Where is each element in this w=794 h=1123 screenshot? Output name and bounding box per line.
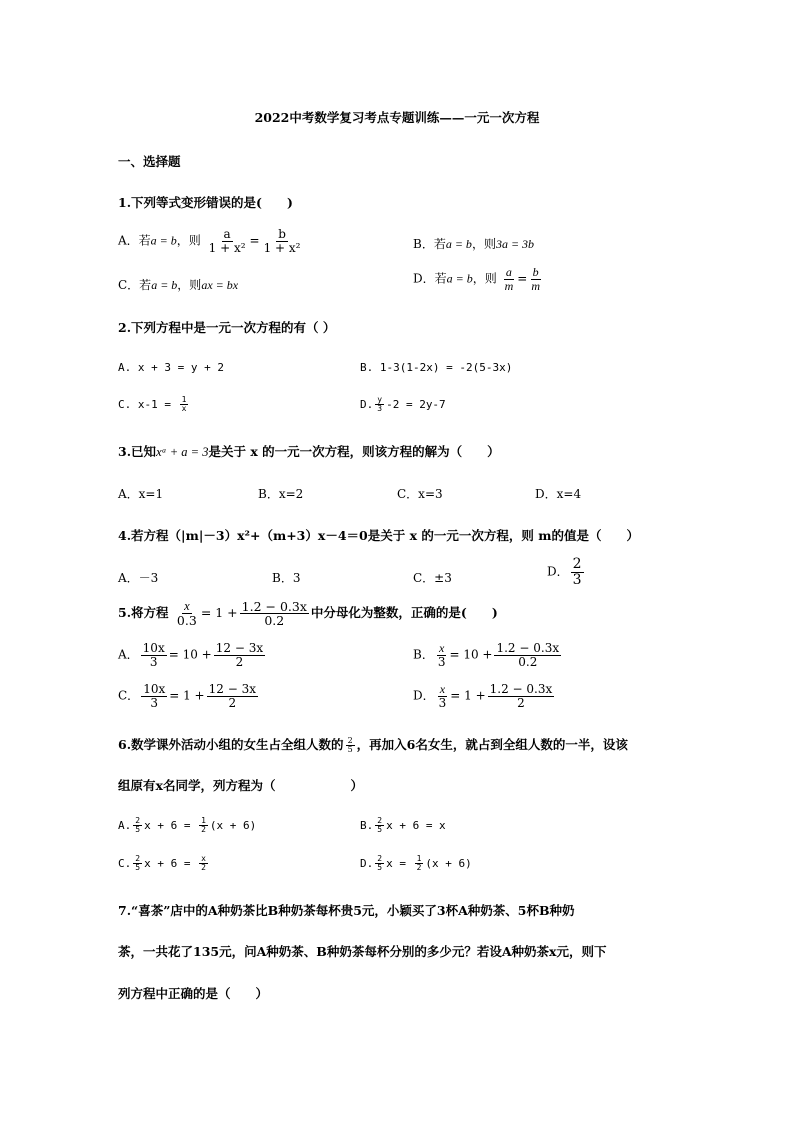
q1-c-prefix: C．若 [118,278,152,292]
q1-d-prefix: D．若 [413,271,447,286]
question-7-line-3: 列方程中正确的是（ ） [118,986,269,1001]
fraction-denominator: 2 [416,863,422,873]
q3-option-d: D．x=4 [535,487,582,501]
q5-b-prefix: B． [413,647,434,662]
fraction-numerator: 10x [143,682,166,696]
q6-option-b [360,817,446,835]
fraction-numerator: 2 [347,735,353,745]
fraction-denominator: 1 + x² [208,240,246,255]
fraction-denominator: m [531,278,540,293]
fraction-denominator: x [181,404,187,414]
fraction-denominator: 2 [228,695,237,710]
fraction-numerator: 1.2 − 0.3x [496,641,560,655]
fraction-numerator: 1 [181,395,187,404]
fraction-numerator: y [377,395,383,404]
q6-a-fraction-1 [133,817,142,835]
fraction-numerator: 10x [142,641,165,655]
fraction-numerator: 12 − 3x [208,682,256,696]
q6-c-prefix: C. [118,856,132,870]
q6-c-fraction-1 [133,855,142,873]
fraction-numerator: 2 [572,556,582,572]
q5-d-equals: = 1 + [450,688,486,703]
q6-c-text: x + 6 = [144,856,198,870]
fraction-numerator: x [438,641,445,655]
q5-stem-equals: = 1 + [200,605,238,621]
q1-b-result: 3a = 3b [495,237,535,251]
q5-a-fraction-2 [214,642,265,668]
q5-stem-fraction-2 [240,600,309,627]
fraction-denominator: 0.2 [518,654,538,669]
q1-a-fraction-left [207,228,248,254]
q1-a-fraction-right [262,228,303,254]
q6-stem-prefix: 6.数学课外活动小组的女生占全组人数的 [118,737,344,752]
q5-a-equals: = 10 + [168,647,212,662]
q5-c-fraction-1 [141,683,167,709]
q4-option-b: B．3 [272,571,301,585]
q3-option-b: B．x=2 [258,487,304,501]
fraction-denominator: 1 + x² [263,240,301,255]
q6-b-text: x + 6 = x [386,818,446,832]
q1-option-a [118,228,305,254]
fraction-denominator: 5 [135,863,141,873]
q1-b-then: ，则 [471,237,496,251]
q6-d-fraction-1 [375,855,384,873]
q1-c-condition: a = b [151,278,178,292]
q6-b-prefix: B. [360,818,374,832]
fraction-numerator: a [505,265,512,279]
fraction-denominator: 3 [150,695,159,710]
question-2-stem: 2.下列方程中是一元一次方程的有（ ） [118,320,336,335]
fraction-numerator: 12 − 3x [215,641,264,655]
question-3-stem [118,442,500,460]
q5-option-a [118,642,267,668]
q2-c-text: C. x-1 = [118,397,178,411]
fraction-denominator: 0.2 [264,613,285,629]
q5-c-prefix: C． [118,688,140,703]
q5-d-prefix: D． [413,688,435,703]
q1-d-then: ，则 [472,271,497,286]
q6-d-prefix: D. [360,856,374,870]
q6-d-suffix: (x + 6) [425,856,472,870]
q2-option-b: B. 1-3(1-2x) = -2(5-3x) [360,361,513,374]
q6-a-suffix: (x + 6) [209,818,257,832]
q4-option-c: C．±3 [413,571,452,585]
q1-a-prefix: A．若 [118,233,151,248]
q1-d-fraction-left [503,266,516,292]
q5-b-fraction-1 [436,642,448,668]
q1-option-c [118,276,238,293]
q5-option-d [413,683,556,709]
q5-stem-suffix: 中分母化为整数，正确的是( ) [310,605,498,621]
fraction-denominator: 2 [517,695,525,710]
q6-d-fraction-2 [415,855,424,873]
fraction-numerator: b [532,265,539,279]
q3-equation: xᵃ + a = 3 [156,445,209,459]
page-title: 2022中考数学复习考点专题训练——一元一次方程 [254,110,540,125]
q5-c-fraction-2 [207,683,258,709]
q4-d-prefix: D． [547,564,569,579]
fraction-denominator: 2 [235,654,244,669]
q2-option-c [118,396,190,414]
question-6-stem [118,735,628,754]
q2-option-d [360,396,446,414]
q4-option-a: A．－3 [118,571,159,585]
q6-a-prefix: A. [118,818,132,832]
fraction-denominator: 3 [572,571,582,588]
q6-b-fraction [375,817,384,835]
fraction-denominator: 5 [135,825,141,835]
fraction-numerator: a [223,227,231,241]
q6-d-text: x = [386,856,413,870]
fraction-denominator: 3 [149,654,158,669]
fraction-numerator: b [278,227,286,241]
q5-d-fraction-2 [488,683,555,709]
q2-d-text: -2 = 2y-7 [386,397,446,411]
fraction-denominator: 2 [201,863,206,873]
fraction-denominator: 5 [377,863,383,873]
q3-stem-suffix: 是关于 x 的一元一次方程，则该方程的解为（ ） [208,444,500,459]
q5-c-equals: = 1 + [169,688,205,703]
q5-stem-prefix: 5.将方程 [118,605,169,621]
q1-c-then: ，则 [177,278,202,292]
q3-stem-prefix: 3.已知 [118,444,157,459]
fraction-denominator: 0.3 [176,613,197,629]
fraction-numerator: x [184,599,190,613]
question-7-line-1: 7.“喜茶”店中的A种奶茶比B种奶茶每杯贵5元，小颖买了3杯A种奶茶、5杯B种奶 [118,903,575,918]
fraction-denominator: 3 [437,654,446,669]
q1-option-d [413,266,544,292]
question-6-stem-line2: 组原有x名同学，列方程为（ ） [118,778,363,793]
q1-a-condition: a = b [150,233,177,248]
q6-option-a [118,817,256,835]
section-heading: 一、选择题 [118,154,181,169]
fraction-denominator: m [504,278,514,293]
fraction-numerator: 2 [377,816,383,825]
q6-option-c [118,855,210,873]
question-5-stem [118,600,498,627]
fraction-numerator: 2 [135,854,141,863]
q5-option-b [413,642,563,668]
fraction-denominator: 5 [347,745,353,754]
q5-a-prefix: A． [118,647,139,662]
q3-option-a: A．x=1 [118,487,164,501]
q6-stem-fraction [346,737,355,755]
q6-a-text: x + 6 = [144,818,198,832]
fraction-numerator: 1 [416,854,422,863]
q3-option-c: C．x=3 [397,487,443,501]
fraction-numerator: 1 [201,816,206,825]
question-7-line-2: 茶，一共花了135元，问A种奶茶、B种奶茶每杯分别的多少元？若设A种奶茶x元，则下 [118,944,607,959]
q1-d-fraction-right [529,266,542,292]
equals-sign: = [249,233,260,248]
fraction-numerator: 1.2 − 0.3x [489,682,553,696]
fraction-numerator: x [201,854,206,863]
q1-c-result: ax = bx [201,278,239,292]
q5-a-fraction-1 [141,642,167,668]
q6-a-fraction-2 [199,817,208,835]
q1-b-condition: a = b [445,237,472,251]
q2-option-a: A. x + 3 = y + 2 [118,361,224,374]
q4-option-d [547,557,586,587]
fraction-denominator: 3 [438,695,447,710]
q6-c-fraction-2 [199,855,208,873]
fraction-denominator: 5 [377,825,383,835]
q2-c-fraction [180,396,189,414]
question-1-stem: 1.下列等式变形错误的是( ) [118,195,293,210]
question-4-stem: 4.若方程（|m|－3）x²+（m+3）x－4＝0是关于 x 的一元一次方程，则 m的值是（ ） [118,528,639,543]
fraction-denominator: 2 [201,825,206,835]
q5-stem-fraction-1 [175,600,199,627]
q5-b-fraction-2 [494,642,561,668]
q2-d-prefix: D. [360,397,374,411]
fraction-numerator: 2 [377,854,383,863]
q1-d-condition: a = b [446,271,473,286]
fraction-numerator: x [439,682,446,696]
q4-d-fraction [571,557,584,587]
q5-d-fraction-1 [437,683,449,709]
fraction-numerator: 1.2 − 0.3x [241,599,307,614]
fraction-numerator: 2 [135,816,141,825]
q6-option-d [360,855,472,873]
q2-d-fraction [375,396,384,414]
q1-b-prefix: B．若 [413,237,446,251]
fraction-denominator: 3 [377,404,383,414]
q1-option-b [413,235,534,252]
q5-option-c [118,683,260,709]
q5-b-equals: = 10 + [449,647,493,662]
q1-a-then: ，则 [176,233,201,248]
equals-sign: = [517,271,528,286]
q6-stem-suffix: ，再加入6名女生，就占到全组人数的一半，设该 [356,737,628,752]
